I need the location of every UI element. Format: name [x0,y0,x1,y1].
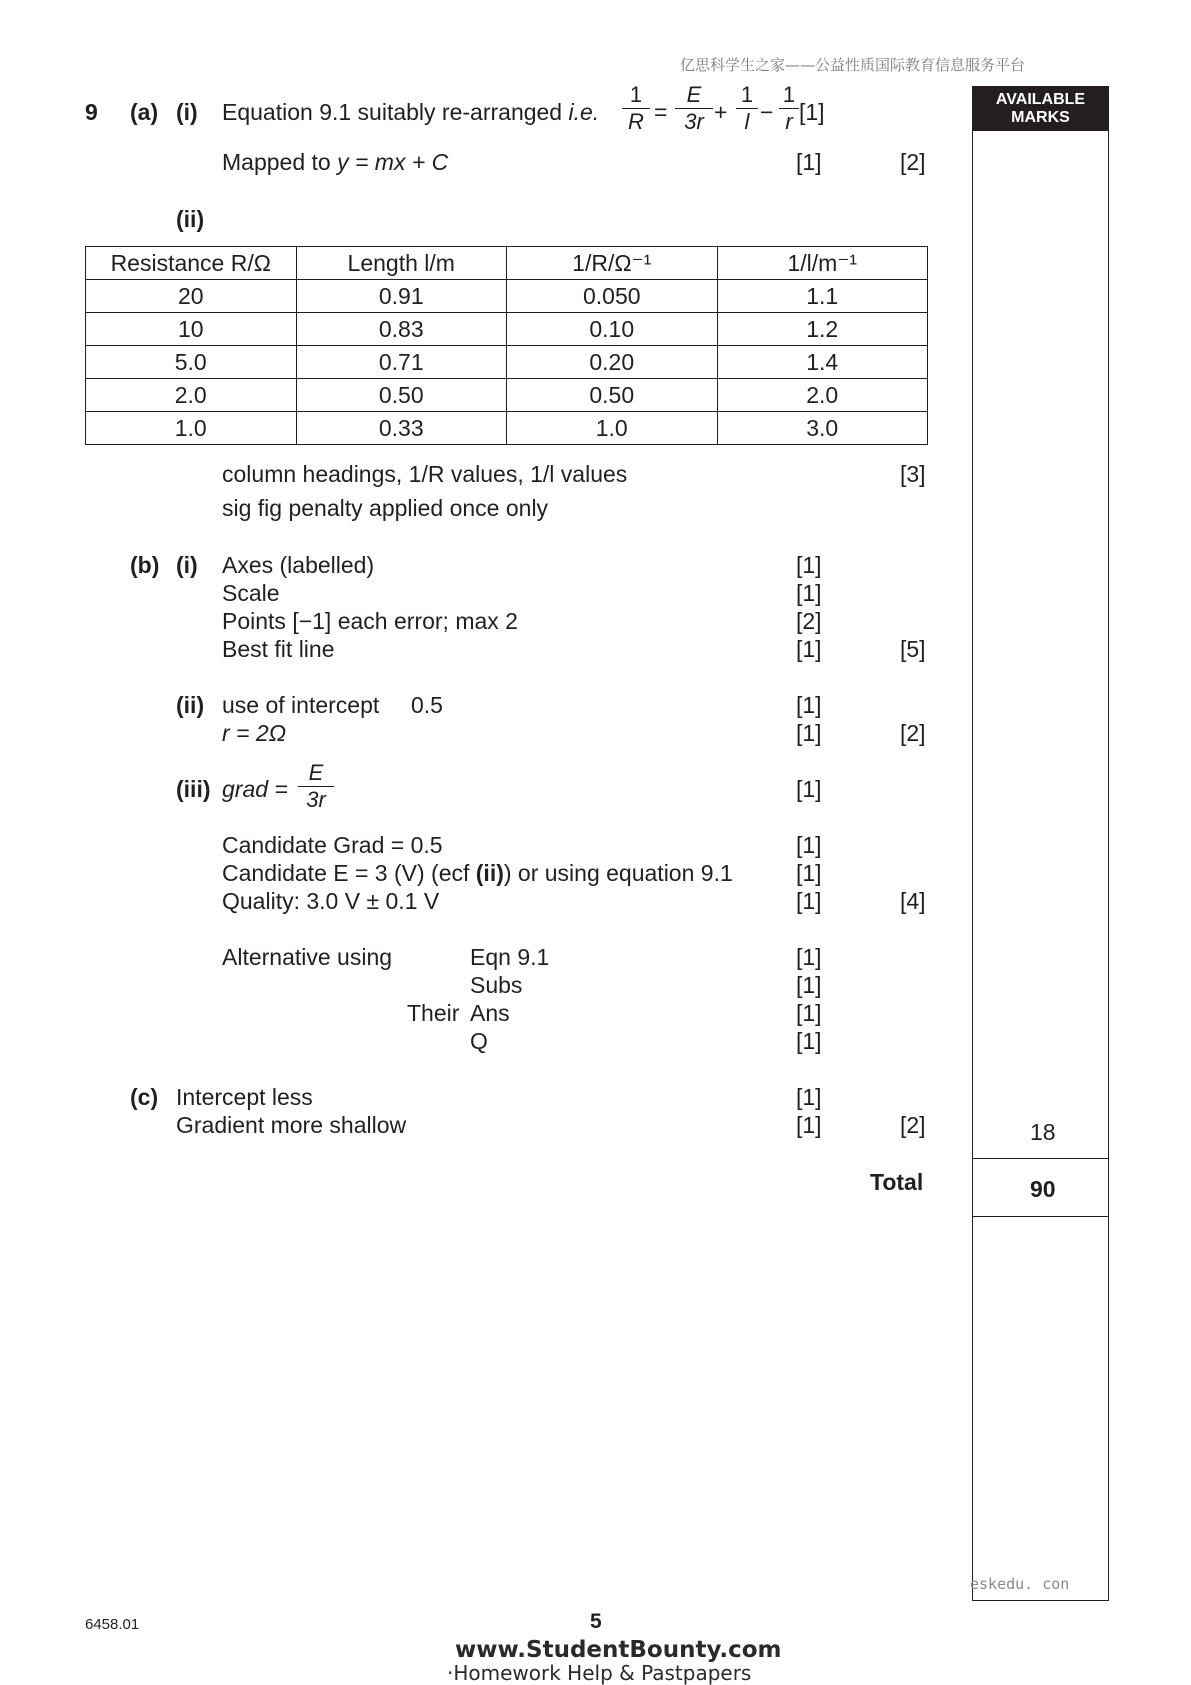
mark: [1] [796,636,822,662]
table-row [86,313,928,346]
criterion-text: Scale [222,580,280,606]
mark: [1] [796,1000,822,1026]
fraction-numerator: E [308,760,324,785]
table-note: column headings, 1/R values, 1/l values [222,461,628,487]
part-a-ii-label: (ii) [176,206,205,232]
mark: [1] [796,552,822,578]
table-cell: 0.20 [507,346,718,379]
available-marks-column [972,86,1109,1601]
available-marks-label: AVAILABLE MARKS [995,91,1086,126]
plus-sign: + [714,99,728,125]
alternative-step: Eqn 9.1 [470,944,550,970]
table-cell: 3.0 [717,412,928,445]
fraction-1-over-R [622,82,650,135]
table-cell: 0.10 [507,313,718,346]
fraction-1-over-l [736,82,758,135]
mark: [1] [796,580,822,606]
mark: [1] [796,832,822,858]
mark: [1] [796,149,822,175]
fraction-numerator: 1 [740,82,754,107]
part-a-i-label: (i) [176,99,198,125]
equation-text: Equation 9.1 suitably re-arranged [222,99,563,125]
fraction-numerator: 1 [629,82,643,107]
equation-description [222,98,599,126]
alternative-step: Ans [470,1000,510,1026]
fraction-denominator: R [628,109,644,134]
intercept-text: use of intercept [222,692,380,718]
table-cell: 20 [86,280,297,313]
part-c-label: (c) [130,1084,159,1110]
part-total: [4] [900,888,926,914]
table-cell: 0.33 [296,412,507,445]
page-number: 5 [590,1610,602,1633]
criterion-text: Points [−1] each error; max 2 [222,608,518,634]
question-number: 9 [85,99,98,125]
criterion-text: Axes (labelled) [222,552,375,578]
criterion-text: ) or using equation 9.1 [503,860,733,886]
mark: [1] [796,944,822,970]
mapped-line [222,148,448,176]
mark: [1] [796,692,822,718]
alternative-step: Subs [470,972,523,998]
criterion-text: Gradient more shallow [176,1112,407,1138]
mark: [1] [796,1028,822,1054]
fraction-denominator: 3r [684,109,704,134]
criterion-text: Candidate Grad = 0.5 [222,832,443,858]
table-row [86,412,928,445]
table-cell: 0.050 [507,280,718,313]
part-b-label: (b) [130,552,160,578]
mapped-text: Mapped to [222,149,331,175]
table-header: Resistance R/Ω [86,247,297,280]
side-watermark: eskedu. con [970,1575,1070,1593]
mark: [1] [796,888,822,914]
ie-text: i.e. [568,99,600,125]
fraction-1-over-r [779,82,799,135]
ecf-reference: (ii) [475,860,504,886]
part-total: [5] [900,636,926,662]
part-total: [3] [900,461,926,487]
paper-code: 6458.01 [85,1616,140,1633]
table-header-row [86,247,928,280]
fraction-denominator: r [785,109,793,134]
alternative-step: Q [470,1028,488,1054]
mark: [1] [796,1084,822,1110]
mark: [1] [796,720,822,746]
table-cell: 0.50 [296,379,507,412]
part-b-i-label: (i) [176,552,198,578]
table-header: Length l/m [296,247,507,280]
table-cell: 1.1 [717,280,928,313]
part-b-ii-label: (ii) [176,692,205,718]
table-cell: 2.0 [86,379,297,412]
alternative-intro: Alternative using [222,944,393,970]
table-header: 1/l/m⁻¹ [717,247,928,280]
header-watermark: 亿思科学生之家——公益性质国际教育信息服务平台 [680,56,1026,74]
part-a-label: (a) [130,99,159,125]
table-cell: 1.0 [507,412,718,445]
results-table [85,246,928,445]
grand-total-marks: 90 [1030,1176,1056,1202]
part-b-iii-label: (iii) [176,776,211,802]
subtotal-marks: 18 [1030,1119,1056,1145]
mark: [1] [796,776,822,802]
site-tagline: ·Homework Help & Pastpapers [447,1661,752,1685]
table-cell: 10 [86,313,297,346]
fraction-denominator: 3r [306,787,326,812]
part-total: [2] [900,149,926,175]
total-divider-bottom [972,1216,1109,1217]
table-cell: 0.50 [507,379,718,412]
criterion-text: Intercept less [176,1084,313,1110]
alternative-step-prefix: Their [407,1000,460,1026]
criterion-text: Candidate E = 3 (V) (ecf [222,860,476,886]
table-cell: 1.4 [717,346,928,379]
fraction-E-over-3r [298,760,334,813]
fraction-E-over-3r [675,82,713,135]
table-row [86,280,928,313]
mapped-formula: y = mx + C [337,149,449,175]
available-marks-header [972,86,1109,131]
mark: [1] [796,860,822,886]
mark: [1] [799,99,825,125]
internal-resistance: r = 2Ω [222,720,287,746]
table-cell: 1.2 [717,313,928,346]
mark: [1] [796,1112,822,1138]
table-cell: 0.83 [296,313,507,346]
grad-text: grad = [222,776,288,802]
criterion-text: Quality: 3.0 V ± 0.1 V [222,888,440,914]
table-header: 1/R/Ω⁻¹ [507,247,718,280]
table-cell: 0.91 [296,280,507,313]
part-total: [2] [900,720,926,746]
fraction-denominator: l [744,109,750,134]
site-watermark: www.StudentBounty.com [455,1637,782,1663]
table-cell: 2.0 [717,379,928,412]
candidate-e-line [222,859,733,887]
equals-sign: = [654,99,668,125]
table-row [86,379,928,412]
total-label: Total [870,1169,924,1195]
criterion-text: Best fit line [222,636,335,662]
table-cell: 1.0 [86,412,297,445]
total-divider-top [972,1158,1109,1159]
table-cell: 0.71 [296,346,507,379]
table-cell: 5.0 [86,346,297,379]
fraction-numerator: E [686,82,702,107]
intercept-value: 0.5 [411,692,443,718]
minus-sign: − [760,99,774,125]
fraction-numerator: 1 [782,82,796,107]
part-total: [2] [900,1112,926,1138]
sig-fig-note: sig fig penalty applied once only [222,495,549,521]
mark: [2] [796,608,822,634]
mark: [1] [796,972,822,998]
table-row [86,346,928,379]
